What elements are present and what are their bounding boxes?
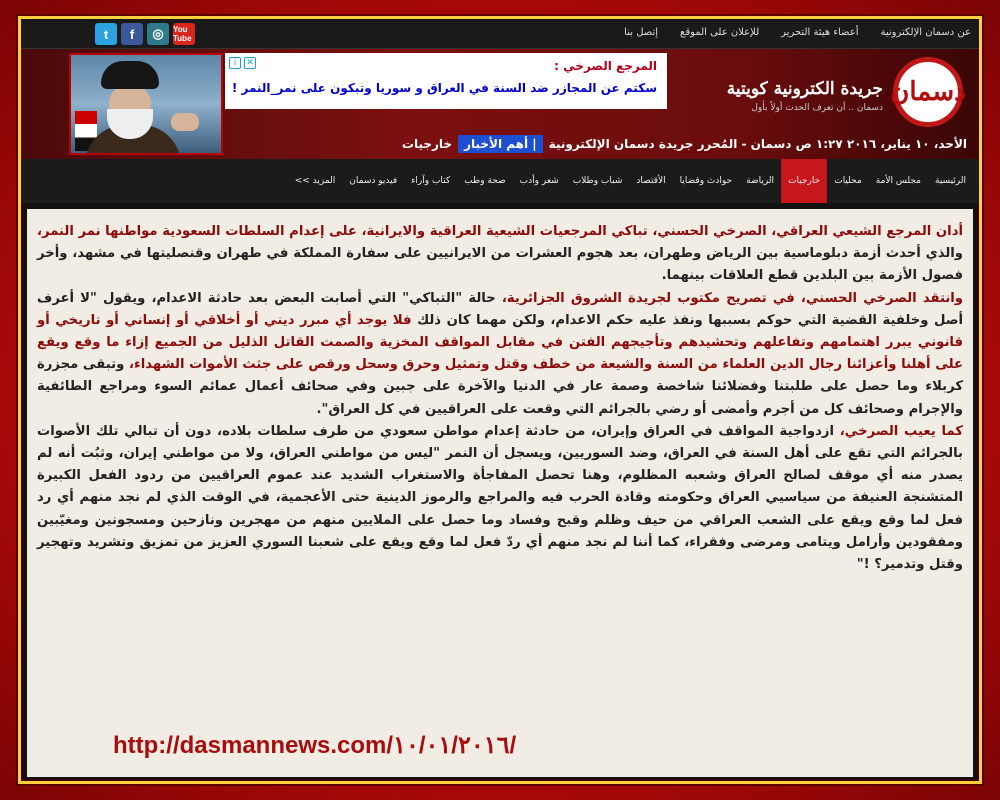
paragraph-lead: كما يعيب الصرخي، xyxy=(839,423,963,439)
twitter-icon[interactable]: t xyxy=(95,23,117,45)
paragraph-text: وتبقى مجزرة كربلاء وما حصل على طلبتنا وفضلائنا شاخصة وصمة عار في الدنيا والآخرة على جبين وفي صحائف أعمال عمائم السوء ومراجع الطائفية والإجرام وصحائف كل من أجرم وأمضى أو رضي بالجرائم التي وقعت على العراقيين في كل العراق". xyxy=(37,357,963,417)
paragraph-text: ازدواجية المواقف في العراق وإيران، من حادثة إعدام مواطن سعودي من طرف سلطات بلاده، دون أن تبالي تلك الأصوات بالجرائم التي تقع على أهل السنة في العراق، وضد السوريين، ويسجل أن النمر "ليس من مواطني العراق، ولا من مواطني إيران، وثبُت أنه لم يصدر منه أي موقف لصالح العراق وشعبه المظلوم، وهنا تحصل المفاجأة والاستغراب الشديد عند عموم العراقيين من ردود الفعل الكبيرة المتشنجة العنيفة من سياسيي العراق وحكومته وقادة الحرب فيه والمراجع والرموز الدينية حتى الأعجمية، في الوقت الذي لم نجد منهم أي رد فعل لما وقع ويقع على الشعب العراقي من حيف وظلم وقبح وفساد وما حصل على الملايين منهم من مهجرين ونازحين ومسجونين ومغيّبين ومفقودين وأرامل ويتامى ومرضى وفقراء، كما أننا لم نجد منهم أي ردّ فعل لما وقع ويقع على شعبنا السوري العزيز من تمزيق وتشريد وتهجير وقتل وتدمير؟ !" xyxy=(37,423,963,573)
article-paragraph xyxy=(37,221,963,288)
article-body xyxy=(27,209,973,777)
nav-item-youth[interactable]: شباب وطلاب xyxy=(572,176,623,186)
article-paragraph xyxy=(37,421,963,576)
screenshot-area xyxy=(18,16,982,784)
brand-text xyxy=(703,79,883,113)
nav-item-opinion[interactable]: كتاب وآراء xyxy=(411,176,451,186)
nav-item-incidents[interactable]: حوادث وقضايا xyxy=(679,176,733,186)
nav-item-home[interactable]: الرئيسية xyxy=(935,176,966,186)
nav-item-sports[interactable]: الرياضة xyxy=(746,176,775,186)
top-link-about[interactable]: عن دسمان الإلكترونية xyxy=(880,27,971,38)
paragraph-quote: فلا يوجد أي مبرر ديني أو أخلاقي أو إنساني أو تاريخي أو قانوني يبرر اهتمامهم وتفاعلهم وتحشيدهم وتأجيجهم الفتن في مقابل المواقف المخزية والصمت القاتل الذليل من الجميع إزاء ما وقع ويقع على أهلنا وأعزائنا رجال الدين العلماء من السنة والشيعة من خطف وقتل وتمثيل وحرق وسحل ورقص على جثث الأموات الشهداء، xyxy=(37,312,963,373)
instagram-icon[interactable]: ◎ xyxy=(147,23,169,45)
youtube-icon[interactable]: You Tube xyxy=(173,23,195,45)
nav-item-video[interactable]: فيديو دسمان xyxy=(349,176,398,186)
ad-close-icon[interactable]: ✕ xyxy=(244,57,256,69)
top-nav xyxy=(624,27,971,38)
cleric-photo xyxy=(69,53,223,155)
section-link[interactable]: خارجيات xyxy=(401,137,453,151)
source-url[interactable]: http://dasmannews.com/١٠/٠١/٢٠١٦/ xyxy=(113,732,517,759)
logo-text: دسمان xyxy=(890,77,966,107)
top-link-contact[interactable]: إتصل بنا xyxy=(624,27,659,38)
paragraph-lead: وانتقد الصرخي الحسني، في تصريح مكتوب لجريدة الشروق الجزائرية، xyxy=(501,290,964,306)
top-link-advertise[interactable]: للإعلان على الموقع xyxy=(680,27,760,38)
ad-title: المرجع الصرخي : xyxy=(554,59,657,73)
ad-text[interactable]: سكتم عن المجازر ضد السنة في العراق و سوريا وتبكون على نمر_النمر ! xyxy=(231,81,657,95)
date-line xyxy=(402,133,967,155)
brand-subtitle: دسمان .. أن تعرف الحدث أولاً بأول xyxy=(751,103,883,113)
social-links xyxy=(95,23,195,45)
article-paragraph xyxy=(37,288,963,421)
nav-item-more[interactable]: المزيد >> xyxy=(294,176,336,186)
paragraph-text: والذي أحدث أزمة دبلوماسية بين الرياض وطهران، بعد هجوم العشرات من الايرانيين على سفارة المملكة في طهران وقنصليتها في مشهد، وأخر فصول الأزمة بين البلدين قطع العلاقات بينهما. xyxy=(37,246,963,284)
photo-hand xyxy=(171,113,199,131)
paragraph-text: حالة "التباكي" التي أصابت البعض بعد حادثة الاعدام، ويقول "لا أعرف أصل وخلفية القضية التي حوكم بسببها ونفذ عليه حكم الاعدام، ولكن مهما كان ذلك xyxy=(37,290,964,328)
top-news-link[interactable]: | أهم الأخبار xyxy=(458,135,543,153)
paragraph-lead: أدان المرجع الشيعي العراقي، الصرخي الحسني، تباكي المرجعيات الشيعية العراقية والايرانية، على إعدام السلطات السعودية مواطنها نمر النمر، xyxy=(37,224,963,239)
facebook-icon[interactable]: f xyxy=(121,23,143,45)
top-bar xyxy=(21,19,979,49)
ad-info-icon[interactable]: i xyxy=(229,57,241,69)
nav-item-parliament[interactable]: مجلس الأمة xyxy=(875,176,921,186)
main-nav xyxy=(21,159,979,203)
site-logo[interactable] xyxy=(890,57,967,131)
ad-choices[interactable] xyxy=(229,57,256,69)
nav-item-foreign[interactable]: خارجيات xyxy=(781,159,827,203)
brand-title: جريدة الكترونية كويتية xyxy=(726,79,883,99)
ad-banner[interactable] xyxy=(225,53,667,109)
nav-item-economy[interactable]: الأقتصاد xyxy=(636,176,666,186)
photo-turban xyxy=(101,61,159,89)
top-link-editorial[interactable]: أعضاء هيئة التحرير xyxy=(781,27,859,38)
site-header xyxy=(21,49,979,159)
article-date-author: الأحد، ١٠ يناير، ٢٠١٦ ١:٢٧ ص دسمان - المُحرر جريدة دسمان الإلكترونية xyxy=(548,137,967,151)
nav-item-local[interactable]: محليات xyxy=(834,176,862,186)
logo-circle xyxy=(890,57,966,127)
nav-item-health[interactable]: صحة وطب xyxy=(464,176,506,186)
nav-item-poetry[interactable]: شعر وأدب xyxy=(519,176,559,186)
